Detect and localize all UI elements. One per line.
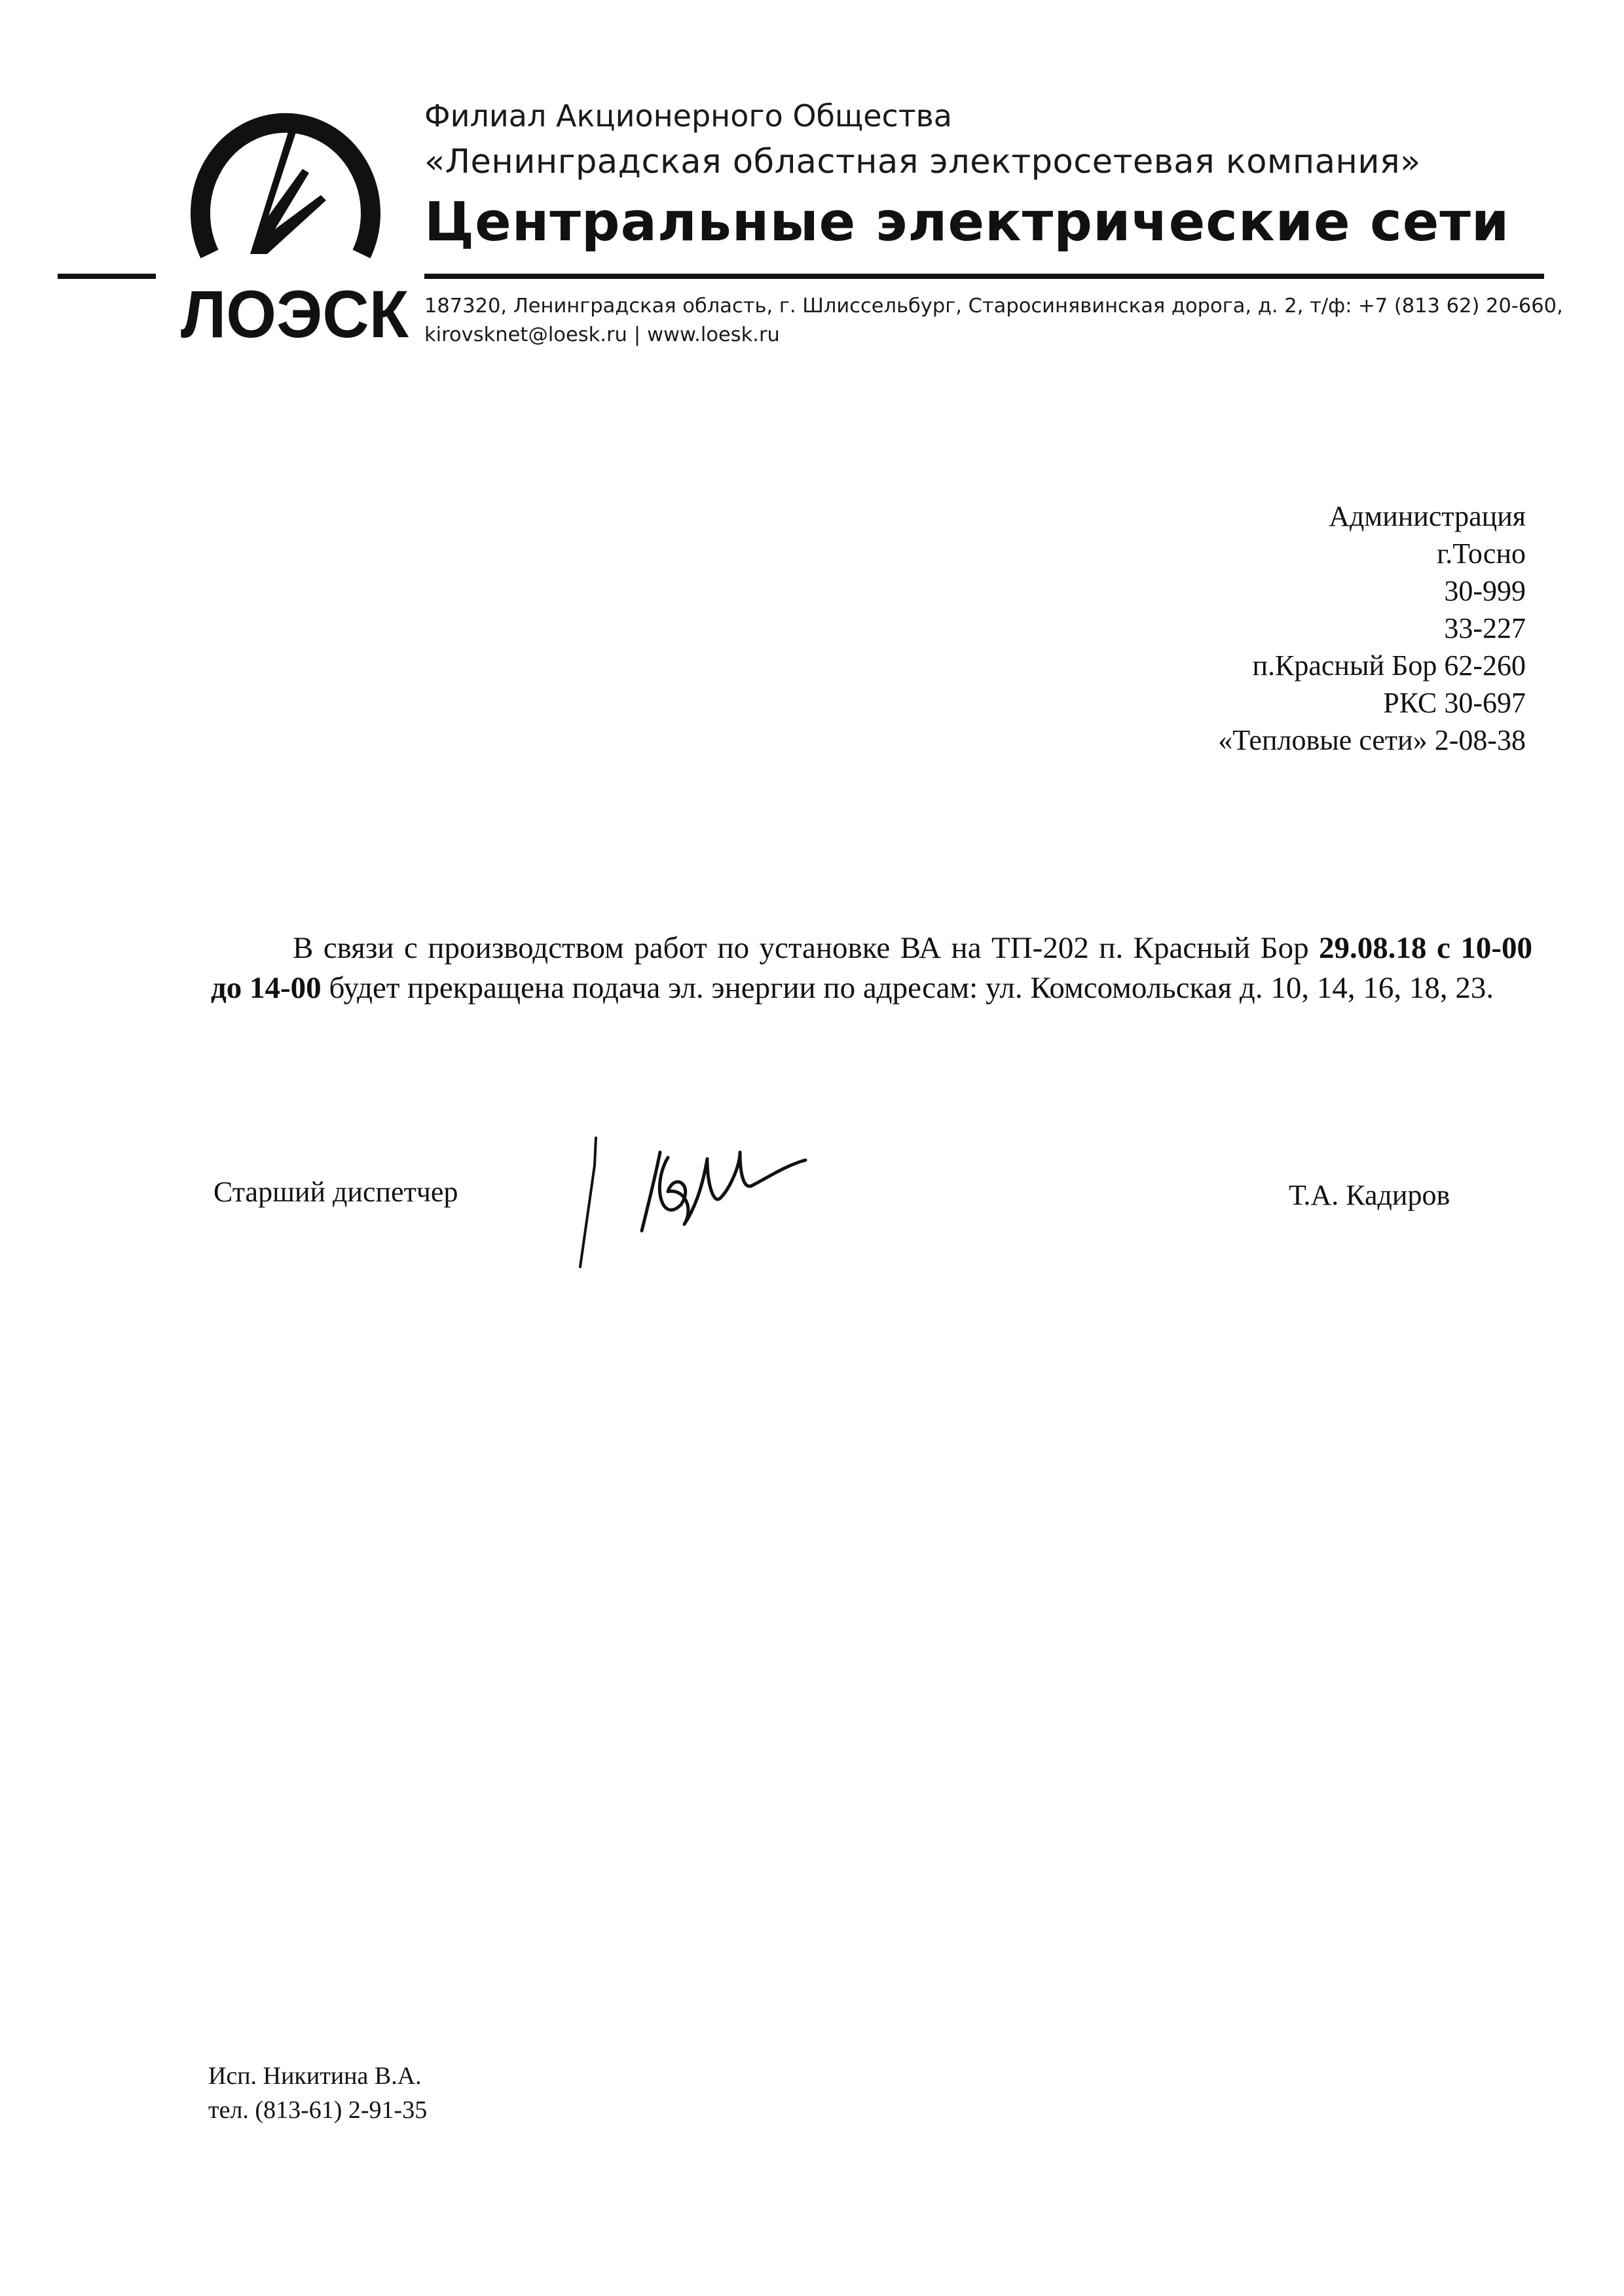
signer-name: Т.А. Кадиров [1289, 1179, 1450, 1211]
executor-phone: тел. (813-61) 2-91-35 [208, 2096, 428, 2124]
recipient-line: РКС 30-697 [1383, 687, 1526, 719]
letterhead-contacts-line2 [424, 321, 1563, 350]
company-logo [46, 85, 413, 347]
letterhead-company-name: «Ленинградская областная электросетевая компания» [424, 143, 1421, 181]
letterhead-divider [424, 274, 1544, 279]
recipient-line: «Тепловые сети» 2-08-38 [1218, 724, 1526, 756]
notice-text-part2: будет прекращена подача эл. энергии по адресам: ул. Комсомольская д. 10, 14, 16, 18, 23. [321, 971, 1494, 1005]
contact-separator: | [633, 323, 641, 346]
logo-text: ЛОЭСК [181, 277, 409, 347]
letterhead-website[interactable]: www.loesk.ru [647, 323, 780, 346]
letterhead-branch-name: Центральные электрические сети [424, 191, 1510, 253]
letterhead-contacts [424, 292, 1563, 350]
executor-name: Исп. Никитина В.А. [208, 2062, 422, 2090]
notice-date-time: 29.08.18 с 10-00 до 14-00 [211, 931, 1532, 1005]
notice-paragraph [211, 928, 1532, 1008]
notice-text-part1: В связи с производством работ по установке ВА на ТП-202 п. Красный Бор [293, 931, 1320, 965]
recipient-line: 30-999 [1444, 575, 1526, 607]
signer-position: Старший диспетчер [213, 1176, 458, 1208]
recipient-line: г.Тосно [1437, 538, 1526, 570]
recipient-line: 33-227 [1444, 612, 1526, 644]
letterhead-address: 187320, Ленинградская область, г. Шлиссельбург, Старосинявинская дорога, д. 2, т/ф: +7 (813 62) 20-660, [424, 295, 1563, 318]
letterhead-email[interactable]: kirovsknet@loesk.ru [424, 323, 627, 346]
letterhead-subtitle: Филиал Акционерного Общества [424, 98, 952, 134]
recipient-line: Администрация [1329, 500, 1526, 532]
signature-icon [544, 1126, 819, 1270]
loesk-logo-icon [46, 85, 413, 347]
handwritten-signature [544, 1126, 819, 1270]
executor-info [208, 2059, 427, 2127]
recipients-block [936, 498, 1526, 759]
recipient-line: п.Красный Бор 62-260 [1252, 649, 1526, 682]
